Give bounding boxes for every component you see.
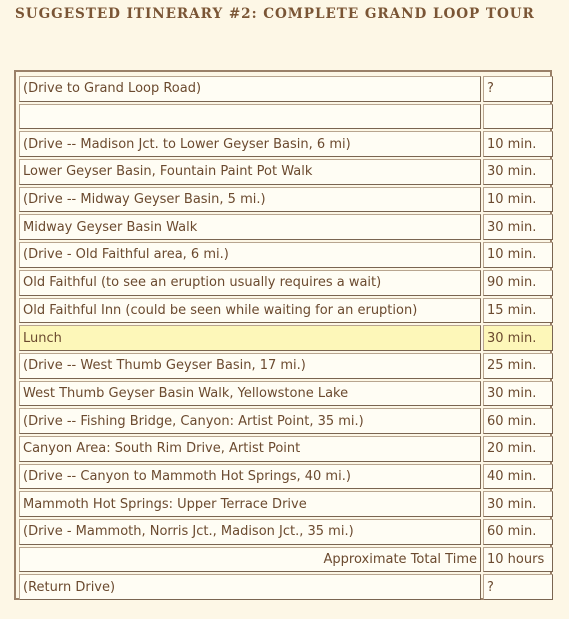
page-title: SUGGESTED ITINERARY #2: COMPLETE GRAND LOOP TOUR bbox=[15, 6, 535, 22]
table-row bbox=[19, 159, 553, 185]
duration-cell: 30 min. bbox=[483, 159, 553, 185]
duration-cell: 15 min. bbox=[483, 298, 553, 324]
duration-cell: 30 min. bbox=[483, 325, 553, 351]
activity-cell: (Drive -- Madison Jct. to Lower Geyser Basin, 6 mi) bbox=[19, 131, 481, 157]
table-row bbox=[19, 574, 553, 600]
activity-cell: (Drive -- Fishing Bridge, Canyon: Artist Point, 35 mi.) bbox=[19, 408, 481, 434]
table-row bbox=[19, 464, 553, 490]
duration-cell: 10 min. bbox=[483, 187, 553, 213]
activity-cell: (Drive - Mammoth, Norris Jct., Madison Jct., 35 mi.) bbox=[19, 519, 481, 545]
activity-cell: (Drive -- West Thumb Geyser Basin, 17 mi.) bbox=[19, 353, 481, 379]
total-row bbox=[19, 547, 553, 573]
duration-cell: 60 min. bbox=[483, 519, 553, 545]
table-row bbox=[19, 131, 553, 157]
total-label-cell: Approximate Total Time bbox=[19, 547, 481, 573]
table-row bbox=[19, 270, 553, 296]
table-row bbox=[19, 76, 553, 102]
activity-cell: Lunch bbox=[19, 325, 481, 351]
activity-cell: Old Faithful Inn (could be seen while waiting for an eruption) bbox=[19, 298, 481, 324]
activity-cell bbox=[19, 104, 481, 130]
activity-cell: (Drive -- Canyon to Mammoth Hot Springs, 40 mi.) bbox=[19, 464, 481, 490]
table-row bbox=[19, 436, 553, 462]
table-row bbox=[19, 298, 553, 324]
duration-cell: 30 min. bbox=[483, 214, 553, 240]
duration-cell: 25 min. bbox=[483, 353, 553, 379]
table-row bbox=[19, 187, 553, 213]
duration-cell: ? bbox=[483, 76, 553, 102]
duration-cell: ? bbox=[483, 574, 553, 600]
activity-cell: Mammoth Hot Springs: Upper Terrace Drive bbox=[19, 491, 481, 517]
activity-cell: Lower Geyser Basin, Fountain Paint Pot Walk bbox=[19, 159, 481, 185]
activity-cell: (Return Drive) bbox=[19, 574, 481, 600]
duration-cell: 90 min. bbox=[483, 270, 553, 296]
table-row bbox=[19, 519, 553, 545]
activity-cell: (Drive - Old Faithful area, 6 mi.) bbox=[19, 242, 481, 268]
lunch-row bbox=[19, 325, 553, 351]
activity-cell: Canyon Area: South Rim Drive, Artist Point bbox=[19, 436, 481, 462]
duration-cell: 60 min. bbox=[483, 408, 553, 434]
itinerary-table-frame bbox=[14, 70, 552, 600]
activity-cell: West Thumb Geyser Basin Walk, Yellowstone Lake bbox=[19, 381, 481, 407]
table-row bbox=[19, 214, 553, 240]
itinerary-table bbox=[17, 74, 555, 602]
activity-cell: (Drive -- Midway Geyser Basin, 5 mi.) bbox=[19, 187, 481, 213]
table-row bbox=[19, 491, 553, 517]
table-row bbox=[19, 408, 553, 434]
total-duration-cell: 10 hours bbox=[483, 547, 553, 573]
duration-cell: 20 min. bbox=[483, 436, 553, 462]
table-row bbox=[19, 242, 553, 268]
duration-cell: 30 min. bbox=[483, 381, 553, 407]
table-row bbox=[19, 381, 553, 407]
duration-cell: 10 min. bbox=[483, 131, 553, 157]
table-row bbox=[19, 353, 553, 379]
activity-cell: Midway Geyser Basin Walk bbox=[19, 214, 481, 240]
duration-cell: 30 min. bbox=[483, 491, 553, 517]
activity-cell: (Drive to Grand Loop Road) bbox=[19, 76, 481, 102]
duration-cell: 40 min. bbox=[483, 464, 553, 490]
activity-cell: Old Faithful (to see an eruption usually requires a wait) bbox=[19, 270, 481, 296]
table-row bbox=[19, 104, 553, 130]
duration-cell: 10 min. bbox=[483, 242, 553, 268]
duration-cell bbox=[483, 104, 553, 130]
